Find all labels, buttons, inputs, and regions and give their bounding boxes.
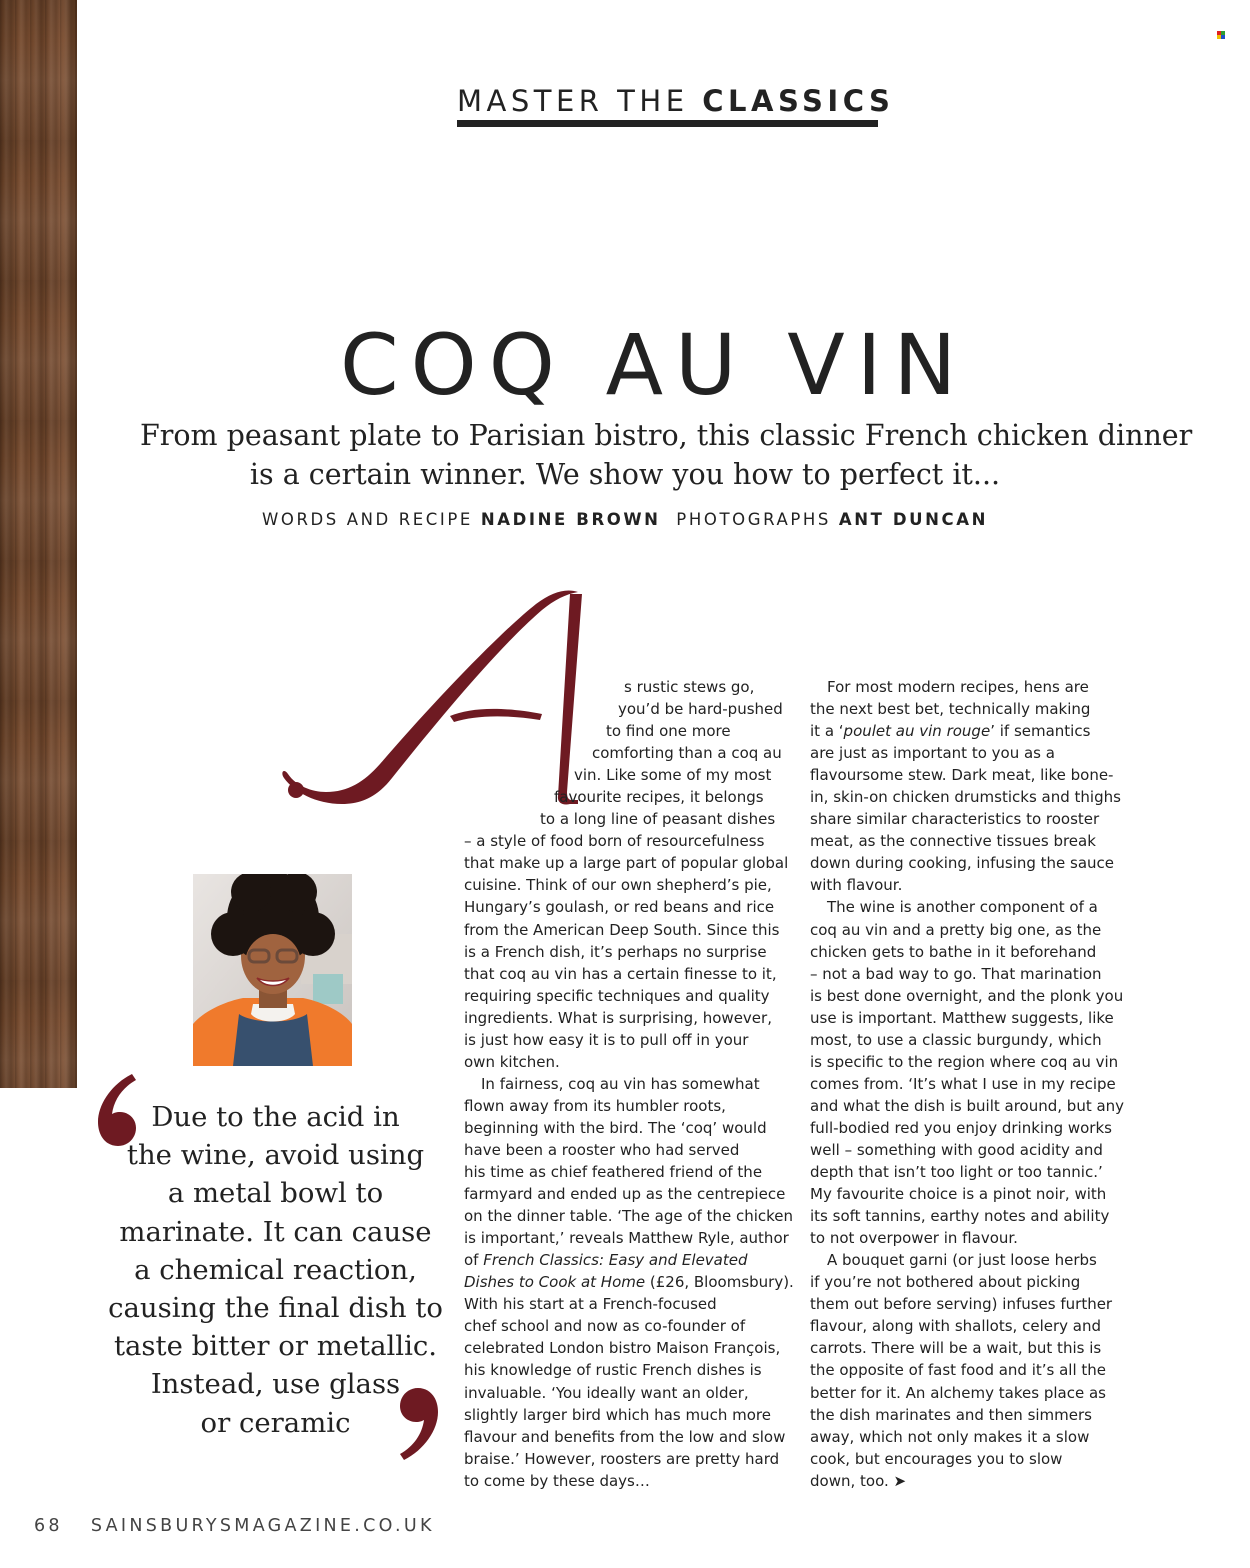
body-line: flown away from its humbler roots, — [464, 1096, 726, 1115]
body-line: in, skin-on chicken drumsticks and thighs — [810, 788, 1121, 807]
page-number: 68 — [34, 1516, 63, 1536]
body-line: chef school and now as co-founder of — [464, 1317, 746, 1336]
body-line: down during cooking, infusing the sauce — [810, 854, 1115, 873]
body-line: beginning with the bird. The ‘coq’ would — [464, 1118, 767, 1137]
colour-bar-icon — [1217, 31, 1225, 39]
pull-quote-line: or ceramic — [200, 1406, 351, 1439]
body-text: it a ‘ — [810, 722, 844, 741]
body-line: use is important. Matthew suggests, like — [810, 1008, 1114, 1027]
body-line: is a French dish, it’s perhaps no surprise — [464, 942, 767, 961]
body-text: ’ if semantics — [990, 722, 1091, 741]
body-line: if you’re not bothered about picking — [810, 1273, 1081, 1292]
body-line: that make up a large part of popular global — [464, 854, 789, 873]
body-line: depth that isn’t too light or too tannic.’ — [810, 1163, 1103, 1182]
body-line: to come by these days… — [464, 1471, 650, 1490]
section-title-bold: CLASSICS — [702, 84, 895, 118]
body-line: its soft tannins, earthy notes and ability — [810, 1207, 1110, 1226]
body-line: comforting than a coq au — [592, 744, 782, 763]
body-line: chicken gets to bathe in it beforehand — [810, 942, 1097, 961]
body-line: full-bodied red you enjoy drinking works — [810, 1118, 1112, 1137]
body-line: and what the dish is built around, but any — [810, 1096, 1125, 1115]
body-line: is specific to the region where coq au vin — [810, 1052, 1119, 1071]
body-line: the opposite of fast food and it’s all the — [810, 1361, 1107, 1380]
body-line: is just how easy it is to pull off in your — [464, 1030, 749, 1049]
standfirst-line: is a certain winner. We show you how to perfect it... — [249, 458, 1001, 491]
body-line: is important,’ reveals Matthew Ryle, author — [464, 1229, 789, 1248]
body-line: the dish marinates and then simmers — [810, 1405, 1092, 1424]
pull-quote-line: a metal bowl to — [167, 1177, 384, 1210]
body-line: requiring specific techniques and quality — [464, 986, 770, 1005]
body-line: My favourite choice is a pinot noir, with — [810, 1185, 1107, 1204]
pull-quote-line: causing the final dish to — [108, 1292, 443, 1325]
body-line: to a long line of peasant dishes — [540, 810, 776, 829]
body-line: have been a rooster who had served — [464, 1140, 740, 1159]
body-line: A bouquet garni (or just loose herbs — [827, 1251, 1097, 1270]
body-line: s rustic stews go, — [624, 678, 755, 696]
body-line: on the dinner table. ‘The age of the chicken — [464, 1207, 794, 1226]
article-title: COQ AU VIN — [340, 316, 969, 414]
body-line: most, to use a classic burgundy, which — [810, 1030, 1102, 1049]
body-line: that coq au vin has a certain finesse to it, — [464, 964, 777, 983]
body-line: well – something with good acidity and — [810, 1140, 1103, 1159]
body-line: you’d be hard-pushed — [618, 700, 783, 719]
body-column-2 — [810, 676, 1140, 1492]
french-term: poulet au vin rouge — [843, 722, 991, 741]
body-line: The wine is another component of a — [827, 898, 1098, 917]
footer-website: SAINSBURYSMAGAZINE.CO.UK — [90, 1516, 435, 1536]
body-line: celebrated London bistro Maison François, — [464, 1339, 781, 1358]
page-footer — [34, 1516, 435, 1536]
body-line: flavoursome stew. Dark meat, like bone- — [810, 766, 1114, 785]
book-title: French Classics: Easy and Elevated — [483, 1251, 748, 1270]
section-title-light: MASTER THE — [457, 84, 703, 118]
body-line: to find one more — [606, 722, 731, 741]
body-line: from the American Deep South. Since this — [464, 920, 780, 939]
body-line: away, which not only makes it a slow — [810, 1427, 1090, 1446]
body-line: the next best bet, technically making — [810, 700, 1091, 719]
body-line: flavour and benefits from the low and slow — [464, 1427, 786, 1446]
pull-quote-line: taste bitter or metallic. — [113, 1330, 438, 1363]
byline-words-name: NADINE BROWN — [480, 510, 661, 529]
body-line: farmyard and ended up as the centrepiece — [464, 1185, 786, 1204]
body-line: down, too. ➤ — [810, 1471, 907, 1490]
body-line: cuisine. Think of our own shepherd’s pie, — [464, 876, 772, 895]
body-line: to not overpower in flavour. — [810, 1229, 1018, 1248]
pull-quote-line: a chemical reaction, — [134, 1253, 417, 1286]
book-title: Dishes to Cook at Home — [464, 1273, 646, 1292]
body-line: vin. Like some of my most — [574, 766, 772, 785]
standfirst — [140, 416, 1193, 494]
body-line: his time as chief feathered friend of the — [464, 1163, 763, 1182]
body-line: Hungary’s goulash, or red beans and rice — [464, 898, 775, 917]
body-line: braise.’ However, roosters are pretty hard — [464, 1449, 780, 1468]
pull-quote-line: Due to the acid in — [151, 1101, 400, 1133]
body-line: slightly larger bird which has much more — [464, 1405, 771, 1424]
body-line: For most modern recipes, hens are — [827, 678, 1089, 696]
body-line: comes from. ‘It’s what I use in my recipe — [810, 1074, 1116, 1093]
body-line: coq au vin and a pretty big one, as the — [810, 920, 1102, 939]
body-text: of — [464, 1251, 484, 1270]
close-quote-icon — [396, 1384, 442, 1462]
body-line: with flavour. — [810, 876, 903, 895]
body-line: flavour, along with shallots, celery and — [810, 1317, 1101, 1336]
body-line: carrots. There will be a wait, but this is — [810, 1339, 1102, 1358]
pull-quote-line: the wine, avoid using — [126, 1139, 425, 1172]
pull-quote-line: Instead, use glass — [150, 1368, 401, 1401]
author-portrait — [193, 874, 352, 1066]
body-line: them out before serving) infuses further — [810, 1295, 1113, 1314]
body-line: With his start at a French-focused — [464, 1295, 717, 1314]
byline-words-label: WORDS AND RECIPE — [261, 510, 473, 529]
byline-photo-name: ANT DUNCAN — [838, 510, 989, 529]
section-title — [457, 84, 895, 118]
byline — [140, 510, 1110, 529]
section-title-underline — [457, 120, 878, 127]
standfirst-line: From peasant plate to Parisian bistro, this classic French chicken dinner — [140, 419, 1193, 452]
body-line: favourite recipes, it belongs — [554, 788, 764, 807]
body-line: is best done overnight, and the plonk you — [810, 986, 1124, 1005]
body-line: – not a bad way to go. That marination — [810, 964, 1102, 983]
body-line — [464, 1271, 794, 1293]
body-line: In fairness, coq au vin has somewhat — [481, 1074, 760, 1093]
body-column-1 — [464, 676, 794, 1492]
body-line: better for it. An alchemy takes place as — [810, 1383, 1106, 1402]
body-line: his knowledge of rustic French dishes is — [464, 1361, 762, 1380]
body-line: meat, as the connective tissues break — [810, 832, 1096, 851]
pull-quote — [108, 1098, 443, 1442]
body-line: cook, but encourages you to slow — [810, 1449, 1063, 1468]
pull-quote-line: marinate. It can cause — [119, 1215, 432, 1248]
byline-photo-label: PHOTOGRAPHS — [676, 510, 832, 529]
body-line: ingredients. What is surprising, however, — [464, 1008, 772, 1027]
body-line: are just as important to you as a — [810, 744, 1055, 763]
body-line: own kitchen. — [464, 1052, 560, 1071]
body-line: invaluable. ‘You ideally want an older, — [464, 1383, 749, 1402]
wood-texture-strip — [0, 0, 77, 1088]
body-line — [464, 1249, 794, 1271]
body-line: share similar characteristics to rooster — [810, 810, 1100, 829]
body-line — [810, 720, 1140, 742]
body-line: – a style of food born of resourcefulness — [464, 832, 765, 851]
body-text: (£26, Bloomsbury). — [645, 1273, 794, 1292]
